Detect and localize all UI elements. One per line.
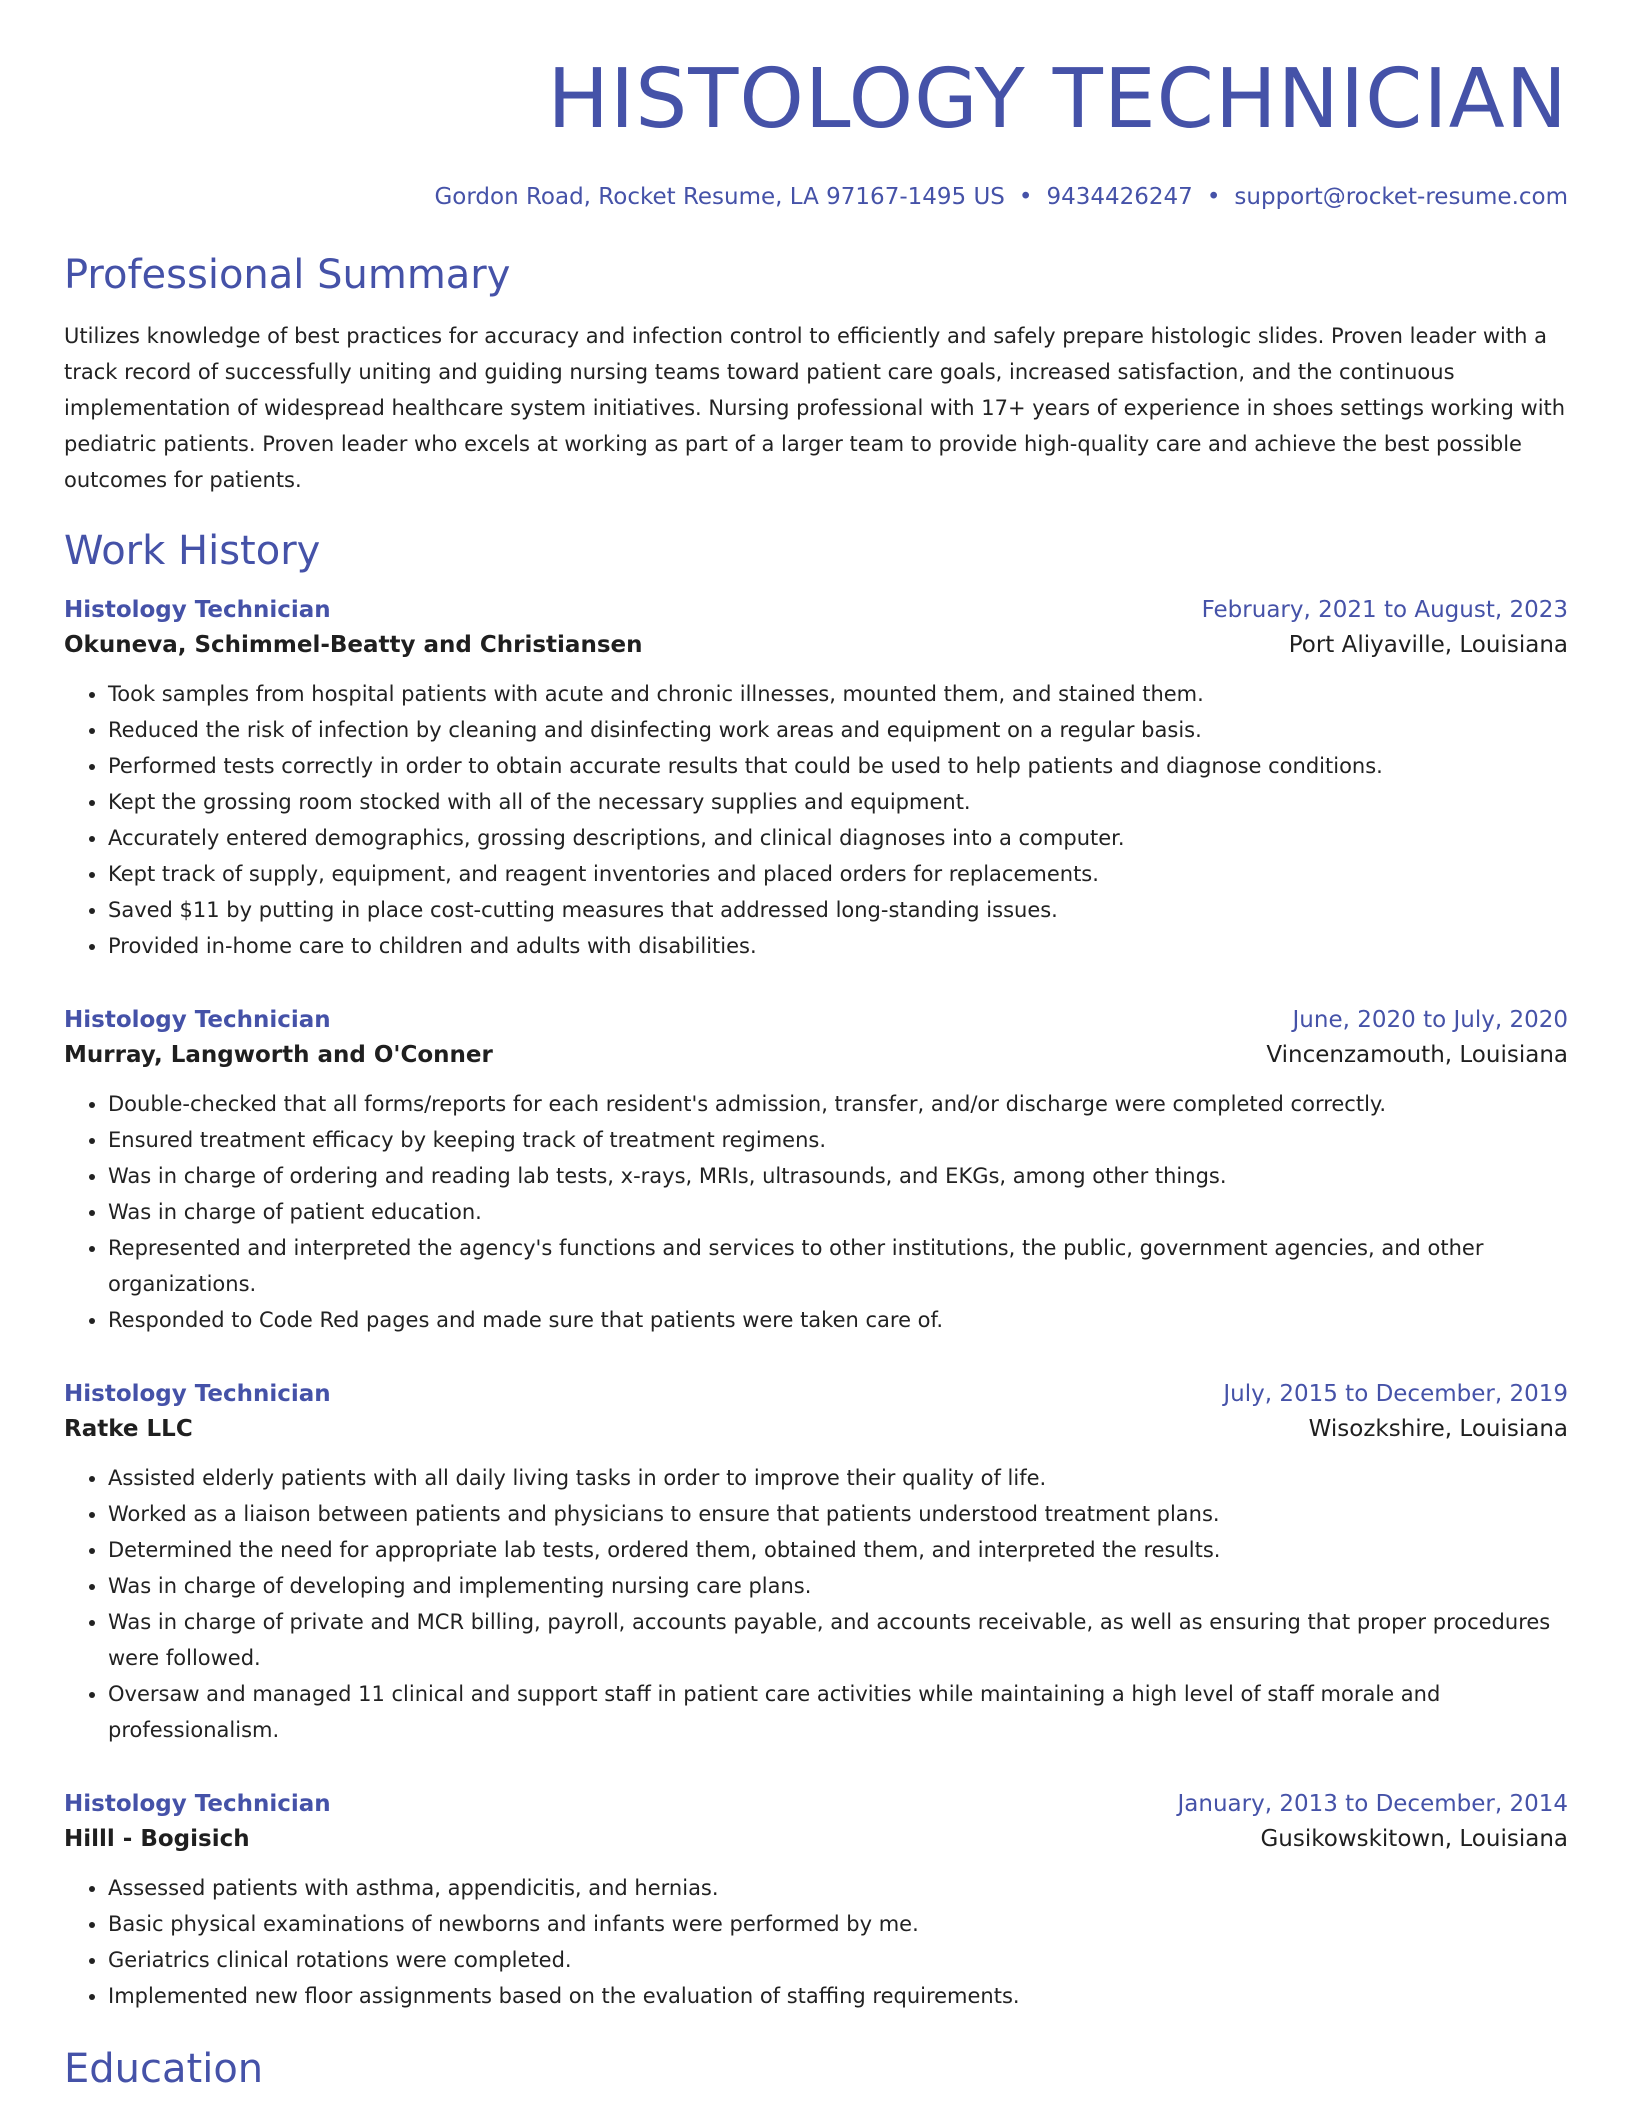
work-history-list — [64, 594, 1568, 2014]
job-bullet: • Double-checked that all forms/reports for each resident's admission, transfer, and/or discharge were completed correctly. — [108, 1086, 1568, 1122]
resume-name: HISTOLOGY TECHNICIAN — [547, 52, 1568, 147]
job-dates: January, 2013 to December, 2014 — [1177, 1791, 1568, 1817]
job-title: Histology Technician — [64, 597, 331, 623]
job-location: Gusikowskitown, Louisiana — [1260, 1826, 1568, 1852]
job-title: Histology Technician — [64, 1791, 331, 1817]
job-bullet: • Assessed patients with asthma, appendicitis, and hernias. — [108, 1870, 1568, 1906]
job-bullet: • Was in charge of ordering and reading lab tests, x-rays, MRIs, ultrasounds, and EKGs, among other things. — [108, 1158, 1568, 1194]
job-entry — [64, 1378, 1568, 1748]
contact-separator: • — [1206, 184, 1221, 210]
education-heading: Education — [64, 2046, 264, 2092]
job-bullets — [64, 1870, 1568, 2014]
job-location: Wisozkshire, Louisiana — [1308, 1416, 1568, 1442]
job-bullet: • Oversaw and managed 11 clinical and support staff in patient care activities while maintaining a high level of staff morale and professionalism. — [108, 1676, 1568, 1748]
job-bullet: • Responded to Code Red pages and made sure that patients were taken care of. — [108, 1302, 1568, 1338]
summary-text: Utilizes knowledge of best practices for accuracy and infection control to efficiently and safely prepare histologic slides. Proven leader with a track record of successfully uniting and guiding nursing teams toward patient care goals, increased satisfaction, and the continuous implementation of widespread healthcare system initiatives. Nursing professional with 17+ years of experience in shoes settings working with pediatric patients. Proven leader who excels at working as part of a larger team to provide high-quality care and achieve the best possible outcomes for patients. — [64, 324, 1566, 492]
job-company: Ratke LLC — [64, 1416, 193, 1442]
contact-separator: • — [1018, 184, 1033, 210]
job-bullet: • Took samples from hospital patients with acute and chronic illnesses, mounted them, and stained them. — [108, 676, 1568, 712]
job-title: Histology Technician — [64, 1381, 331, 1407]
job-bullet: • Basic physical examinations of newborns and infants were performed by me. — [108, 1906, 1568, 1942]
job-bullets — [64, 676, 1568, 964]
job-company: Hilll - Bogisich — [64, 1826, 250, 1852]
job-bullet: • Provided in-home care to children and adults with disabilities. — [108, 928, 1568, 964]
job-bullets — [64, 1460, 1568, 1748]
job-bullet: • Accurately entered demographics, grossing descriptions, and clinical diagnoses into a computer. — [108, 820, 1568, 856]
job-bullet: • Implemented new floor assignments based on the evaluation of staffing requirements. — [108, 1978, 1568, 2014]
job-bullet: • Assisted elderly patients with all daily living tasks in order to improve their quality of life. — [108, 1460, 1568, 1496]
job-company: Murray, Langworth and O'Conner — [64, 1042, 493, 1068]
contact-address: Gordon Road, Rocket Resume, LA 97167-1495 US — [434, 184, 1005, 210]
job-bullets — [64, 1086, 1568, 1338]
job-dates: February, 2021 to August, 2023 — [1201, 597, 1568, 623]
job-bullet: • Ensured treatment efficacy by keeping track of treatment regimens. — [108, 1122, 1568, 1158]
job-entry — [64, 1004, 1568, 1338]
job-title: Histology Technician — [64, 1007, 331, 1033]
job-bullet: • Worked as a liaison between patients and physicians to ensure that patients understood treatment plans. — [108, 1496, 1568, 1532]
job-dates: June, 2020 to July, 2020 — [1292, 1007, 1568, 1033]
contact-email: support@rocket-resume.com — [1234, 184, 1568, 210]
job-entry — [64, 594, 1568, 964]
job-location: Port Aliyaville, Louisiana — [1288, 632, 1568, 658]
job-bullet: • Reduced the risk of infection by cleaning and disinfecting work areas and equipment on a regular basis. — [108, 712, 1568, 748]
contact-line — [64, 182, 1568, 212]
work-history-heading: Work History — [64, 528, 321, 574]
job-bullet: • Performed tests correctly in order to obtain accurate results that could be used to help patients and diagnose conditions. — [108, 748, 1568, 784]
job-bullet: • Kept the grossing room stocked with all of the necessary supplies and equipment. — [108, 784, 1568, 820]
job-bullet: • Was in charge of developing and implementing nursing care plans. — [108, 1568, 1568, 1604]
job-bullet: • Was in charge of private and MCR billing, payroll, accounts payable, and accounts receivable, as well as ensuring that proper procedures were followed. — [108, 1604, 1568, 1676]
job-location: Vincenzamouth, Louisiana — [1266, 1042, 1568, 1068]
summary-heading: Professional Summary — [64, 252, 511, 298]
job-bullet: • Represented and interpreted the agency's functions and services to other institutions, the public, government agencies, and other organizations. — [108, 1230, 1568, 1302]
job-entry — [64, 1788, 1568, 2014]
job-dates: July, 2015 to December, 2019 — [1223, 1381, 1568, 1407]
contact-phone: 9434426247 — [1046, 184, 1193, 210]
job-bullet: • Was in charge of patient education. — [108, 1194, 1568, 1230]
job-company: Okuneva, Schimmel-Beatty and Christiansen — [64, 632, 643, 658]
job-bullet: • Kept track of supply, equipment, and reagent inventories and placed orders for replacements. — [108, 856, 1568, 892]
job-bullet: • Saved $11 by putting in place cost-cutting measures that addressed long-standing issues. — [108, 892, 1568, 928]
job-bullet: • Determined the need for appropriate lab tests, ordered them, obtained them, and interpreted the results. — [108, 1532, 1568, 1568]
job-bullet: • Geriatrics clinical rotations were completed. — [108, 1942, 1568, 1978]
